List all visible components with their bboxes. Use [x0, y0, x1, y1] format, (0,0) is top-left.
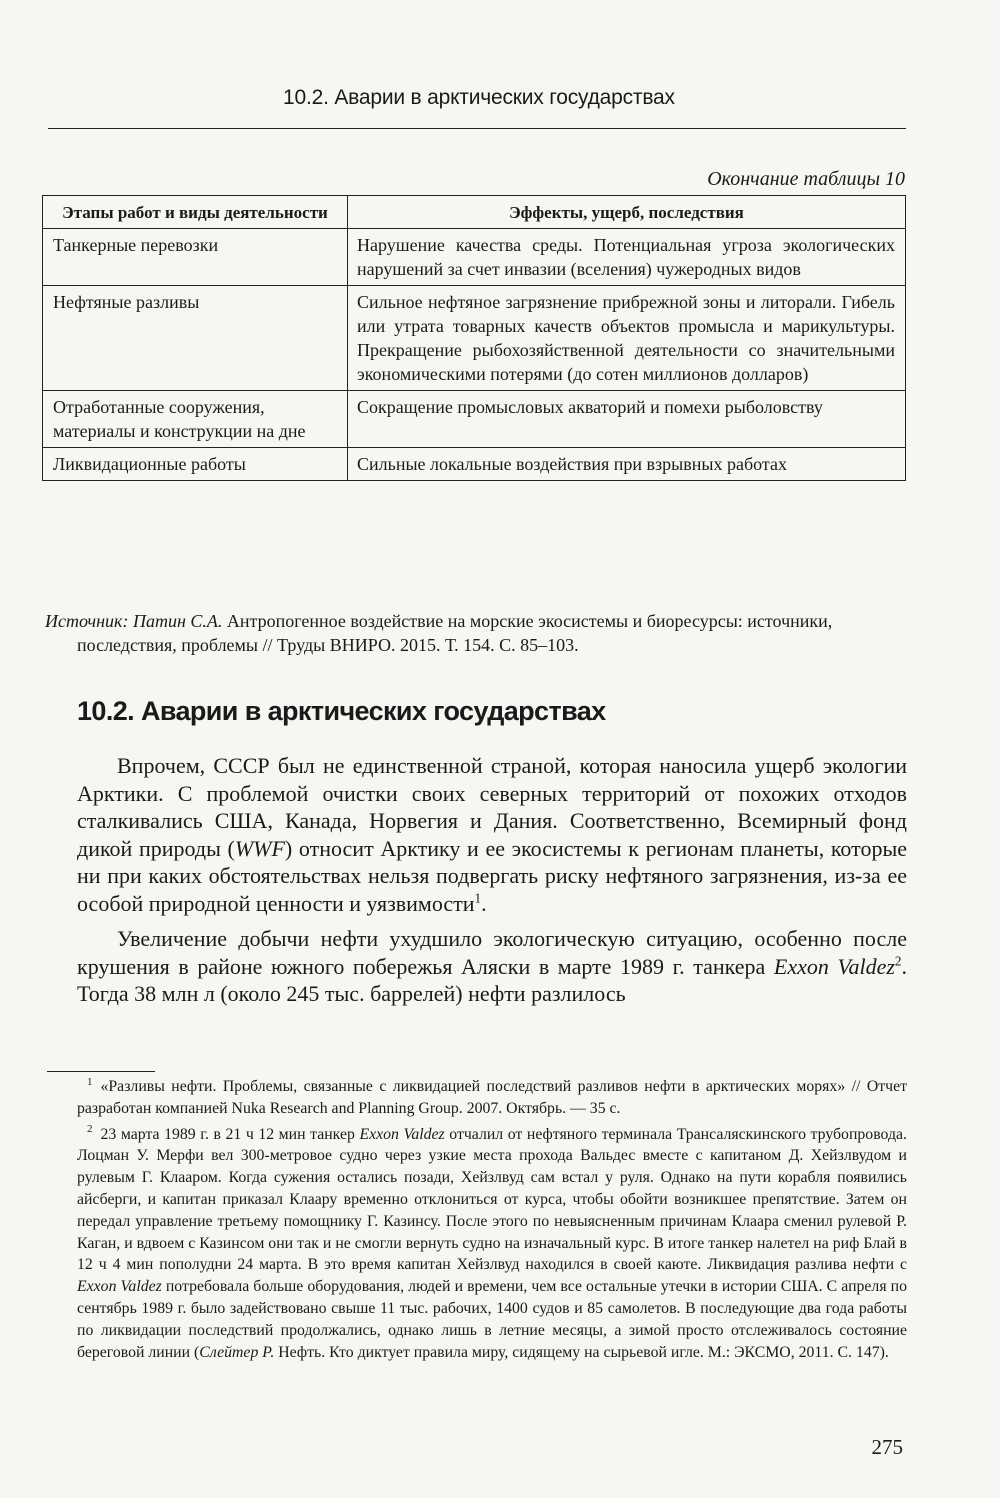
footnote-ref: 1 — [474, 890, 482, 906]
table-cell-effect: Сильное нефтяное загрязнение прибрежной зоны и литорали. Гибель или утрата товарных качеств объектов промысла и марикультуры. Прекращение рыбохозяйственной деятельности со значительными экономическими потерями (до сотен миллионов долларов) — [348, 286, 906, 391]
footnote-rule — [47, 1071, 155, 1072]
table-cell-effect: Сильные локальные воздействия при взрывных работах — [348, 448, 906, 481]
running-header: 10.2. Аварии в арктических государствах — [283, 86, 675, 109]
table-header-row — [43, 196, 906, 229]
header-rule — [48, 128, 906, 129]
table-cell-effect: Сокращение промысловых акваторий и помехи рыболовству — [348, 391, 906, 448]
table-cell-stage: Нефтяные разливы — [43, 286, 348, 391]
footnote-mark: 2 — [87, 1123, 93, 1136]
table-cell-stage: Ликвидационные работы — [43, 448, 348, 481]
table-row — [43, 448, 906, 481]
table-source-note — [45, 609, 907, 657]
body-text — [77, 752, 907, 1008]
table-header-effects: Эффекты, ущерб, последствия — [348, 196, 906, 229]
page-number: 275 — [871, 1435, 903, 1459]
table-header-stages: Этапы работ и виды деятельности — [43, 196, 348, 229]
footnotes — [77, 1076, 907, 1367]
footnote-ref: 2 — [894, 953, 902, 969]
source-label: Источник: — [45, 611, 129, 631]
paragraph: Впрочем, СССР был не единственной страной, которая наносила ущерб экологии Арктики. С проблемой очистки своих северных территорий от похожих отходов сталкивались США, Канада, Норвегия и Дания. Соответственно, Всемирный фонд дикой природы (WWF) относит Арктику и ее экосистемы к регионам планеты, которые ни при каких обстоятельствах нельзя подвергать риску нефтяного загрязнения, из-за ее особой природной ценности и уязвимости$^1$. — [77, 753, 907, 916]
footnote-mark: 1 — [87, 1075, 93, 1088]
source-author: Патин С.А. — [132, 611, 223, 631]
table-row — [43, 286, 906, 391]
table-cell-effect: Нарушение качества среды. Потенциальная угроза экологических нарушений за счет инвазии (вселения) чужеродных видов — [348, 229, 906, 286]
table-row — [43, 391, 906, 448]
table-caption: Окончание таблицы 10 — [707, 168, 905, 190]
effects-table — [42, 195, 906, 481]
section-heading: 10.2. Аварии в арктических государствах — [77, 696, 606, 726]
paragraph: Увеличение добычи нефти ухудшило экологическую ситуацию, особенно после крушения в районе южного побережья Аляски в марте 1989 г. танкера Exxon Valdez$^2$. Тогда 38 млн л (около 245 тыс. баррелей) нефти разлилось — [77, 926, 907, 1006]
footnote: $^1$ «Разливы нефти. Проблемы, связанные с ликвидацией последствий разливов нефти в арктических морях» // Отчет разработан компанией Nuka Research and Planning Group. 2007. Октябрь. — 35 с. — [77, 1075, 907, 1117]
footnote: $^2$ 23 марта 1989 г. в 21 ч 12 мин танкер Exxon Valdez отчалил от нефтяного терминала Трансаляскинского трубопровода. Лоцман У. Мерфи вел 300-метровое судно через узкие места прохода Вальдес вместе с капитаном Д. Хейзлвудом и рулевым Г. Клааром. Когда сужения остались позади, Хейзлвуд сам встал у руля. Однако на пути корабля появились айсберги, и капитан приказал Клаару временно отклониться от курса, чтобы обойти возникшее препятствие. Затем он передал управление третьему помощнику Г. Казинсу. После этого по невыясненным причинам Клаара сменил рулевой Р. Каган, и вдвоем с Казинсом они так и не смогли вернуть судно на изначальный курс. В итоге танкер налетел на риф Блай в 12 ч 4 мин пополудни 24 марта. В это время капитан Хейзлвуд находился в своей каюте. Ликвидация разлива нефти с Exxon Valdez потребовала больше оборудования, людей и времени, чем все остальные утечки в истории США. С апреля по сентябрь 1989 г. было задействовано свыше 11 тыс. рабочих, 1400 судов и 85 самолетов. В последующие два года работы по ликвидации последствий продолжались, однако лишь в летние месяцы, а зимой просто отслеживалось состояние береговой линии (Слейтер Р. Нефть. Кто диктует правила миру, сидящему на сырьевой игле. М.: ЭКСМО, 2011. С. 147). — [77, 1123, 907, 1361]
table-cell-stage: Отработанные сооружения, материалы и конструкции на дне — [43, 391, 348, 448]
table-cell-stage: Танкерные перевозки — [43, 229, 348, 286]
source-text: Антропогенное воздействие на морские экосистемы и биоресурсы: источники, последствия, проблемы // Труды ВНИРО. 2015. Т. 154. С. 85–103. — [77, 611, 833, 655]
table-row — [43, 229, 906, 286]
